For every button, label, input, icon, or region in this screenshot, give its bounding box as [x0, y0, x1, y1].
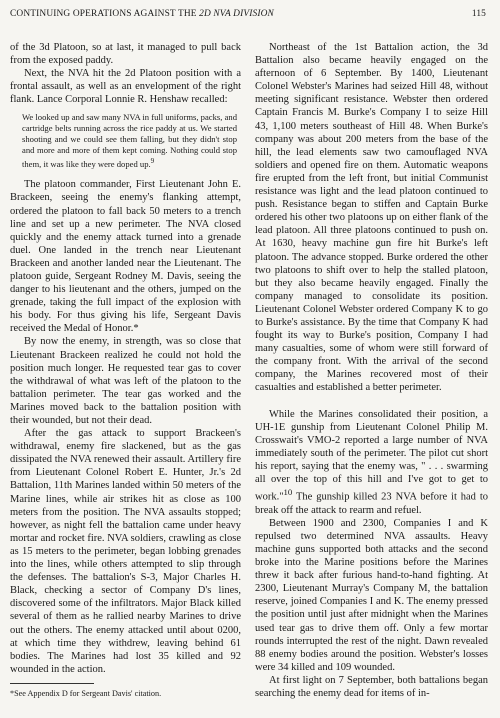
right-column	[255, 41, 488, 700]
paragraph: By now the enemy, in strength, was so close that Lieutenant Brackeen realized he could not hold the position much longer. He requested tear gas to cover the withdrawal of what was left of the platoon to the battalion perimeter. The tear gas worked and the Marines moved back to the battalion position with their wounded, but not their dead.	[10, 336, 241, 427]
paragraph	[10, 178, 241, 335]
paragraph-text: While the Marines consolidated their position, a UH-1E gunship from Lieutenant Colonel Philip M. Crosswait's VMO-2 reported a large number of NVA immediately south of the perimeter. The pilot cut short his report, saying that the enemy was, " . . . swarming all over the top of this hill and I've got to get to work."	[255, 408, 488, 503]
paragraph: Between 1900 and 2300, Companies I and K repulsed two determined NVA assaults. Heavy machine guns supported both attacks and the second broke into the Marine positions before the Marines threw it back after furious hand-to-hand fighting. At 2300, Lieutenant Murray's Company M, the battalion reserve, joined Companies I and K. The enemy pressed the position until just after midnight when the Marines used tear gas to drive them off. Only a few mortar rounds interrupted the rest of the night. Dawn revealed 88 enemy bodies around the position. Webster's losses were 34 killed and 109 wounded.	[255, 517, 488, 673]
running-head-text: CONTINUING OPERATIONS AGAINST THE	[10, 9, 200, 19]
paragraph: At first light on 7 September, both battalions began searching the enemy dead for items of in-	[255, 674, 488, 699]
quote-text: We looked up and saw many NVA in full uniforms, packs, and cartridge belts running across the rice paddy at us. We started shooting and we could see them falling, but they didn't stop and more and more of them kept coming. Nothing could stop them, it was like they were doped up.	[22, 112, 237, 170]
paragraph: After the gas attack to support Brackeen's withdrawal, enemy fire slackened, but as the gas dissipated the NVA renewed their assault. Artillery fire from Lieutenant Colonel Robert E. Hunter, Jr.'s 2d Battalion, 11th Marines landed within 50 meters of the Marine lines, while air strikes hit as close as 100 meters from the position. The NVA assaults stopped; however, as night fell the battalion came under heavy mortar and rocket fire. NVA soldiers, crawling as close as 15 meters to the perimeter, began lobbing grenades into the lines, while others attempted to slip through the defenses. The battalion's S-3, Major Charles H. Black, checking a sector of Company D's lines, discovered some of the infiltrators. Major Black killed several of them as he rallied nearby Marines to drive out the others. The enemy attacked until about 0200, at which time they withdrew, leaving behind 61 bodies. The Marines had lost 35 killed and 92 wounded in the action.	[10, 428, 241, 675]
footnote-marker: *	[133, 323, 139, 335]
block-quote	[22, 112, 237, 170]
paragraph-text: The gunship killed 23 NVA before it had to break off the attack to rearm and refuel.	[255, 491, 488, 516]
running-head	[10, 9, 274, 19]
paragraph	[255, 408, 488, 517]
footnote-divider	[10, 683, 94, 684]
endnote-marker: 10	[283, 487, 293, 498]
running-head-division: 2D NVA DIVISION	[199, 9, 274, 19]
left-column	[10, 41, 241, 676]
paragraph-text: The platoon commander, First Lieutenant John E. Brackeen, seeing the enemy's flanking attempt, ordered the platoon to fall back 50 meters to a trench line and set up a new perimeter. The NVA closed quickly and the enemy attack turned into a grenade duel. One landed in the trench near Lieutenant Brackeen and another landed near the Lieutenant. The platoon guide, Sergeant Rodney M. Davis, seeing the danger to his lieutenant and the others, jumped on the grenade, taking the full impact of the explosion with his body. For thus giving his life, Sergeant Davis received the Medal of Honor.	[10, 179, 241, 335]
running-header	[10, 9, 486, 23]
paragraph: of the 3d Platoon, so at last, it managed to pull back from the exposed paddy.	[10, 42, 241, 67]
paragraph: Next, the NVA hit the 2d Platoon position with a frontal assault, as well as an envelopment of the right flank. Lance Corporal Lonnie R. Henshaw recalled:	[10, 68, 241, 106]
paragraph: Northeast of the 1st Battalion action, the 3d Battalion also became heavily engaged on the afternoon of 6 September. By 1400, Lieutenant Colonel Webster's Marines had seized Hill 48, without meeting significant resistance. Webster then ordered Captain Francis M. Burke's Company I to seize Hill 43, 1,100 meters southeast of Hill 48. When Burke's company was about 200 meters from the base of the hill, the lead elements saw two camouflaged NVA soldiers and opened fire on them. Automatic weapons fire erupted from the left front, but initial Communist resistance was light and the lead platoon continued to push. Resistance began to stiffen and Captain Burke ordered his other two platoons up on either flank of the lead platoon. All three platoons continued to push on. At 1630, heavy machine gun fire hit Burke's left platoon. The advance stopped. Burke ordered the other two platoons to shift over to help the stalled platoon, but they also became heavily engaged. Finally the company managed to consolidate its position. Lieutenant Colonel Webster ordered Company K to go to Burke's assistance. By the time that Company K had fought its way to Burke's position, Company I had many casualties, some of whom were still forward of the company front. With the arrival of the second company, the Marines recovered most of their casualties and established a better perimeter.	[255, 42, 488, 394]
page-number: 115	[471, 9, 486, 19]
footnote: *See Appendix D for Sergeant Davis' citation.	[10, 689, 162, 698]
endnote-marker: 9	[150, 157, 155, 166]
